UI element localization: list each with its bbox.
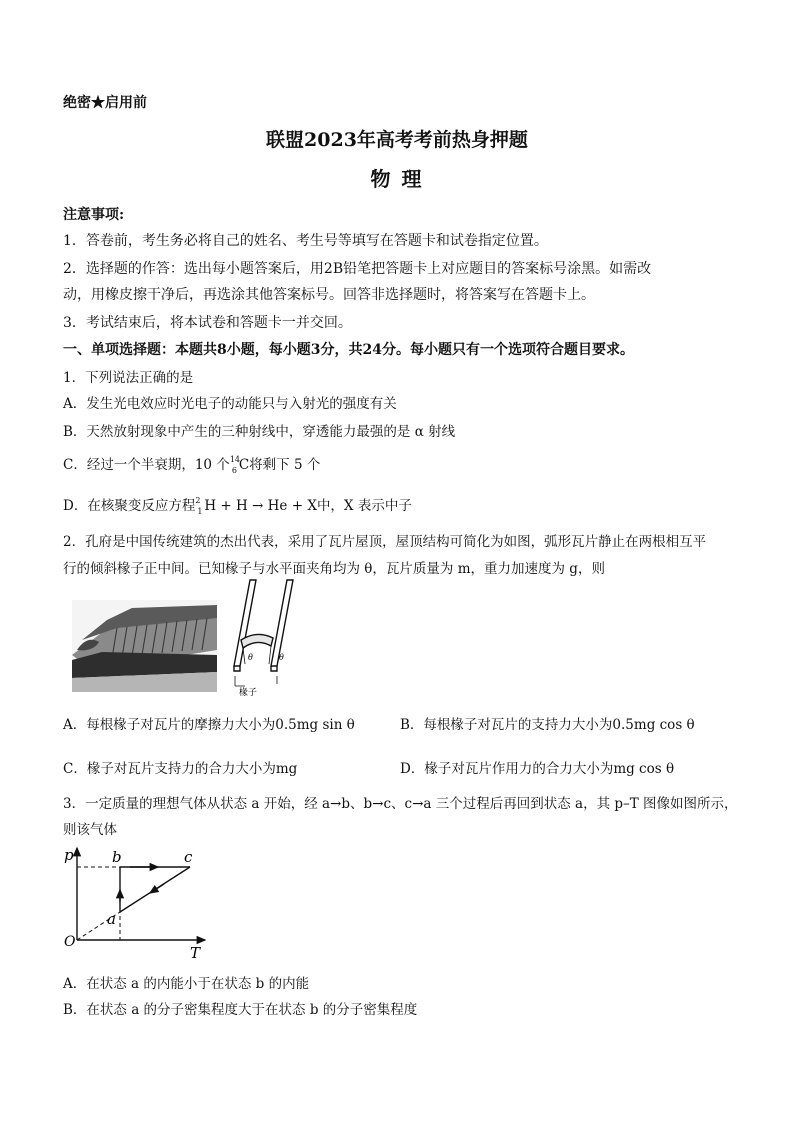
t-axis-label: T [190,944,201,962]
q3-stem-line1: 3．一定质量的理想气体从状态 a 开始，经 a→b、b→c、c→a 三个过程后再回到状态 a，其 p–T 图像如图所示， [63,796,738,812]
q1-stem: 1．下列说法正确的是 [63,370,194,386]
q1-c-prefix: C．经过一个半衰期，10 个 [63,457,230,473]
note-item-3: 3．考试结束后，将本试卷和答题卡一并交回。 [63,315,352,331]
q3-option-a: A．在状态 a 的内能小于在状态 b 的内能 [63,976,310,992]
rafter-diagram [225,578,307,698]
isotope-index-h2: 2 1 [195,495,203,516]
q1-option-b: B．天然放射现象中产生的三种射线中，穿透能力最强的是 α 射线 [63,424,456,440]
note-item-2: 2．选择题的作答：选出每小题答案后，用2B铅笔把答题卡上对应题目的答案标号涂黑。如需改 [63,261,652,277]
q1-d-suffix: 中，X 表示中子 [316,498,412,514]
exam-title: 联盟2023年高考考前热身押题 [266,129,528,151]
q1-option-c [63,453,320,473]
q2-option-c: C．椽子对瓦片支持力的合力大小为mg [63,761,298,777]
isotope-index: 14 6 [229,454,240,475]
q1-c-suffix: 将剩下 5 个 [249,457,321,473]
q3-option-b: B．在状态 a 的分子密集程度大于在状态 b 的分子密集程度 [63,1002,418,1018]
section-heading: 一、单项选择题：本题共8小题，每小题3分，共24分。每小题只有一个选项符合题目要求。 [63,342,634,358]
rafter-label: 椽子 [239,688,258,698]
origin-label: O [64,934,76,950]
notes-heading: 注意事项: [63,207,125,223]
roof-photo [72,600,217,692]
q1-option-d [63,494,412,514]
p-t-graph [60,840,210,964]
reaction-equation: H + H → He + X [204,498,317,514]
state-a-label: a [107,910,116,928]
subject-title: 物 理 [370,167,424,191]
note-item-1: 1．答卷前，考生务必将自己的姓名、考生号等填写在答题卡和试卷指定位置。 [63,233,548,249]
p-axis-label: p [64,846,74,864]
q2-stem-line1: 2．孔府是中国传统建筑的杰出代表，采用了瓦片屋顶，屋顶结构可简化为如图，弧形瓦片静止在两根相互平 [63,534,707,550]
theta-label-left: θ [248,653,253,662]
q2-option-b: B．每根椽子对瓦片的支持力大小为0.5mg cos θ [400,717,695,733]
q1-c-symbol: C [238,457,250,473]
state-c-label: c [184,848,193,866]
q2-stem-line2: 行的倾斜椽子正中间。已知椽子与水平面夹角均为 θ，瓦片质量为 m，重力加速度为 g，则 [63,561,605,577]
state-b-label: b [112,848,122,866]
q1-d-prefix: D．在核聚变反应方程 [63,498,196,514]
q2-option-a: A．每根椽子对瓦片的摩擦力大小为0.5mg sin θ [63,717,355,733]
q3-stem-line2: 则该气体 [63,822,117,838]
note-item-2-cont: 动，用橡皮擦干净后，再选涂其他答案标号。回答非选择题时，将答案写在答题卡上。 [63,287,595,303]
theta-label-right: θ [279,653,284,662]
confidential-label: 绝密★启用前 [63,95,147,111]
q1-option-a: A．发生光电效应时光电子的动能只与入射光的强度有关 [63,396,397,412]
q2-option-d: D．椽子对瓦片作用力的合力大小为mg cos θ [400,761,675,777]
